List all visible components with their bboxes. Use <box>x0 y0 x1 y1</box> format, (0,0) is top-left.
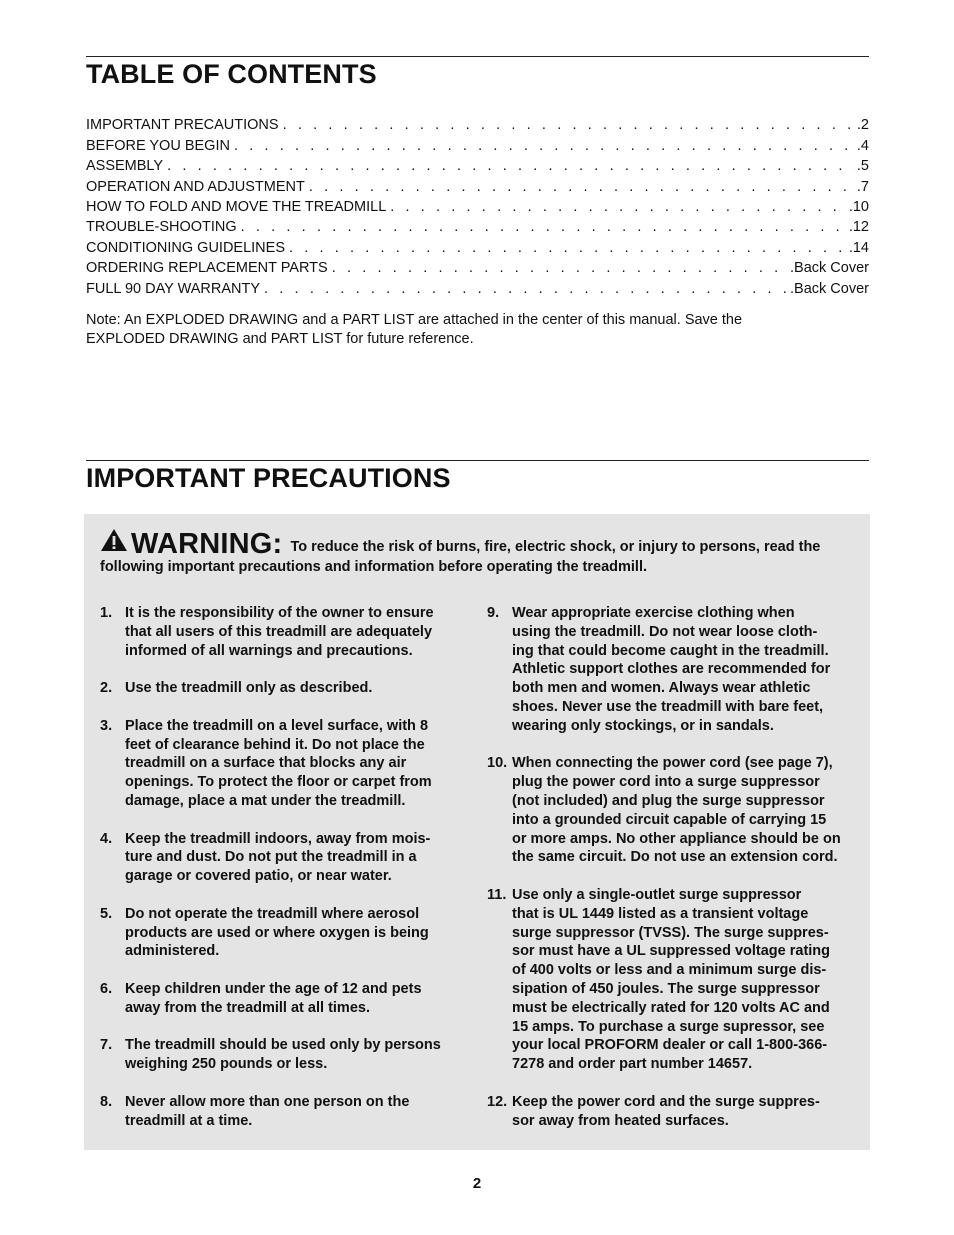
toc-leader-dots <box>289 239 847 257</box>
toc-entry-title: BEFORE YOU BEGIN <box>86 137 230 154</box>
toc-list <box>86 114 869 298</box>
precaution-number: 7. <box>100 1037 113 1054</box>
precaution-text-line: Keep the power cord and the surge suppres- <box>512 1093 820 1110</box>
toc-entry-page: .14 <box>848 239 869 256</box>
toc-entry <box>86 277 869 297</box>
precaution-number: 2. <box>100 680 113 697</box>
precaution-text-line: 15 amps. To purchase a surge supressor, see <box>512 1018 825 1035</box>
precaution-number: 1. <box>100 605 113 621</box>
precaution-text-line: must be electrically rated for 120 volts AC and <box>512 999 830 1016</box>
precaution-text-line: ture and dust. Do not put the treadmill in a <box>125 849 417 866</box>
precaution-number: 12. <box>487 1093 508 1110</box>
precaution-number: 11. <box>487 886 507 903</box>
precaution-text-line: both men and women. Always wear athletic <box>512 680 811 697</box>
precaution-text-line: 7278 and order part number 14657. <box>512 1056 753 1073</box>
toc-entry <box>86 257 869 277</box>
precautions-right-column <box>487 604 854 1149</box>
toc-note-line: Note: An EXPLODED DRAWING and a PART LIST are attached in the center of this manual. Save the <box>86 312 743 328</box>
toc-note <box>86 311 869 349</box>
warning-box <box>84 514 870 1150</box>
precaution-text-line: Athletic support clothes are recommended for <box>512 661 831 678</box>
precaution-text-line: treadmill on a surface that blocks any air <box>125 755 407 772</box>
precaution-item <box>100 830 467 886</box>
precaution-text-line: (not included) and plug the surge suppressor <box>512 792 825 809</box>
precaution-text-line: surge suppressor (TVSS). The surge suppres- <box>512 924 829 941</box>
toc-entry-page: .7 <box>856 178 869 195</box>
toc-entry-title: ORDERING REPLACEMENT PARTS <box>86 260 328 277</box>
toc-note-line: EXPLODED DRAWING and PART LIST for future reference. <box>86 331 474 347</box>
toc-entry <box>86 236 869 256</box>
precaution-text-line: shoes. Never use the treadmill with bare feet, <box>512 698 824 715</box>
toc-entry-title: ASSEMBLY <box>86 158 164 175</box>
precaution-text-line: It is the responsibility of the owner to ensure <box>125 605 434 621</box>
precaution-text-line: Use only a single-outlet surge suppressor <box>512 886 802 903</box>
precaution-text-line: Wear appropriate exercise clothing when <box>512 605 795 621</box>
precautions-heading: IMPORTANT PRECAUTIONS <box>86 463 451 493</box>
toc-entry-page: .4 <box>856 137 869 154</box>
precaution-text-line: wearing only stockings, or in sandals. <box>512 717 774 734</box>
precautions-left-column <box>100 604 467 1149</box>
toc-leader-dots <box>332 259 788 277</box>
precaution-text-line: that all users of this treadmill are adequately <box>125 623 433 640</box>
precaution-text-line: products are used or where oxygen is being <box>125 924 429 941</box>
toc-top-rule <box>86 56 869 57</box>
precaution-text-line: the same circuit. Do not use an extension cord. <box>512 849 838 866</box>
precaution-item <box>100 717 467 811</box>
toc-entry-title: HOW TO FOLD AND MOVE THE TREADMILL <box>86 198 387 215</box>
precaution-item <box>487 1093 854 1131</box>
precaution-text-line: Keep the treadmill indoors, away from mois- <box>125 830 431 847</box>
precaution-text-line: informed of all warnings and precautions. <box>125 642 413 659</box>
toc-leader-dots <box>283 116 855 134</box>
toc-entry-title: TROUBLE-SHOOTING <box>86 219 237 236</box>
precaution-text-line: Place the treadmill on a level surface, with 8 <box>125 717 429 734</box>
precaution-text-line: that is UL 1449 listed as a transient voltage <box>512 905 809 922</box>
toc-entry-page: .2 <box>856 117 869 134</box>
precaution-text-line: into a grounded circuit capable of carrying 15 <box>512 811 827 828</box>
toc-entry-page: .Back Cover <box>790 260 869 277</box>
precaution-number: 10. <box>487 755 508 772</box>
toc-leader-dots <box>241 218 847 236</box>
precaution-text-line: of 400 volts or less and a minimum surge dis- <box>512 962 827 979</box>
precaution-item <box>487 604 854 736</box>
warning-label: WARNING: <box>131 528 283 560</box>
precaution-number: 5. <box>100 905 113 922</box>
page-number: 2 <box>472 1175 482 1192</box>
toc-entry <box>86 134 869 154</box>
toc-entry-page: .5 <box>856 158 869 175</box>
toc-entry <box>86 155 869 175</box>
precaution-text-line: Use the treadmill only as described. <box>125 680 373 697</box>
precaution-text-line: When connecting the power cord (see page 7), <box>512 755 833 772</box>
precaution-text-line: damage, place a mat under the treadmill. <box>125 792 406 809</box>
precaution-item <box>100 905 467 961</box>
toc-leader-dots <box>167 157 855 175</box>
toc-entry <box>86 175 869 195</box>
precaution-text-line: Do not operate the treadmill where aerosol <box>125 905 420 922</box>
precaution-text-line: sipation of 450 joules. The surge suppressor <box>512 980 820 997</box>
precaution-item <box>100 1093 467 1131</box>
toc-leader-dots <box>390 198 847 216</box>
precaution-item <box>100 679 467 698</box>
warning-intro <box>100 528 860 577</box>
toc-entry-title: FULL 90 DAY WARRANTY <box>86 280 261 297</box>
precaution-text-line: sor must have a UL suppressed voltage rating <box>512 943 831 960</box>
toc-entry <box>86 216 869 236</box>
precaution-number: 8. <box>100 1093 113 1110</box>
precaution-text-line: or more amps. No other appliance should be on <box>512 830 841 847</box>
precaution-text-line: Keep children under the age of 12 and pets <box>125 980 422 997</box>
precaution-text-line: ing that could become caught in the treadmill. <box>512 642 829 659</box>
precaution-text-line: away from the treadmill at all times. <box>125 999 370 1016</box>
precaution-text-line: using the treadmill. Do not wear loose cloth- <box>512 623 818 640</box>
toc-entry-page: .10 <box>848 198 869 215</box>
toc-heading: TABLE OF CONTENTS <box>86 59 377 89</box>
precaution-text-line: The treadmill should be used only by persons <box>125 1037 441 1054</box>
toc-entry-page: .Back Cover <box>790 280 869 297</box>
precaution-text-line: openings. To protect the floor or carpet from <box>125 774 432 791</box>
precaution-item <box>100 604 467 660</box>
precaution-item <box>487 886 854 1074</box>
precaution-number: 4. <box>100 830 113 847</box>
precaution-number: 6. <box>100 980 113 997</box>
precaution-item <box>487 754 854 867</box>
precaution-text-line: Never allow more than one person on the <box>125 1093 410 1110</box>
toc-entry <box>86 196 869 216</box>
precaution-text-line: garage or covered patio, or near water. <box>125 868 392 885</box>
precaution-text-line: sor away from heated surfaces. <box>512 1112 729 1129</box>
toc-entry-page: .12 <box>848 219 869 236</box>
precaution-number: 3. <box>100 717 113 734</box>
toc-entry-title: IMPORTANT PRECAUTIONS <box>86 117 279 134</box>
warning-triangle-icon <box>100 528 128 558</box>
toc-leader-dots <box>234 137 855 155</box>
warning-text: To reduce the risk of burns, fire, electric shock, or injury to persons, read the following important precautions and information before operating the treadmill. <box>100 539 821 575</box>
precaution-text-line: feet of clearance behind it. Do not place the <box>125 736 425 753</box>
toc-entry <box>86 114 869 134</box>
precaution-text-line: plug the power cord into a surge suppressor <box>512 774 820 791</box>
precaution-text-line: administered. <box>125 943 220 960</box>
toc-entry-title: OPERATION AND ADJUSTMENT <box>86 178 305 195</box>
toc-leader-dots <box>309 178 855 196</box>
toc-entry-title: CONDITIONING GUIDELINES <box>86 239 285 256</box>
precaution-item <box>100 980 467 1018</box>
precaution-text-line: weighing 250 pounds or less. <box>125 1056 328 1073</box>
precaution-number: 9. <box>487 605 500 621</box>
precaution-text-line: treadmill at a time. <box>125 1112 253 1129</box>
precaution-item <box>100 1036 467 1074</box>
toc-leader-dots <box>264 280 788 298</box>
precaution-text-line: your local PROFORM dealer or call 1-800-366- <box>512 1037 828 1054</box>
precautions-top-rule <box>86 460 869 461</box>
